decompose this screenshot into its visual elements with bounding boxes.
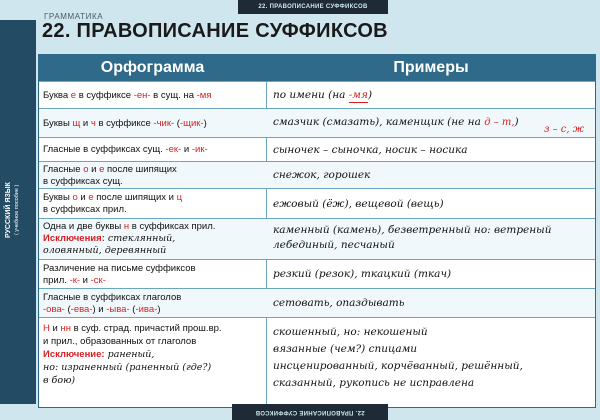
page-title: 22. ПРАВОПИСАНИЕ СУФФИКСОВ <box>42 20 388 42</box>
example-note: з – с, ж <box>544 124 585 135</box>
top-series-label: 22. ПРАВОПИСАНИЕ СУФФИКСОВ <box>238 0 388 14</box>
sidebar <box>0 20 36 404</box>
rule-text: Буквы щ и ч в суффиксе -чик- (-щик-) <box>43 118 207 129</box>
table-row <box>39 259 595 289</box>
sidebar-title: РУССКИЙ ЯЗЫК <box>5 182 12 238</box>
table-row <box>39 137 595 162</box>
table-row <box>39 288 595 318</box>
table-row <box>39 188 595 219</box>
rule-text: Н и нн в суф. страд. причастий прош.вр. и прил., образованных от глаголов Исключение: раненый, но: израненный (раненный (где?) в бою) <box>43 323 222 386</box>
section-label: ГРАММАТИКА <box>44 12 104 21</box>
example-text: сыночек – сыночка, носик – носика <box>273 144 468 156</box>
table-row <box>39 317 595 407</box>
example-text: снежок, горошек <box>273 169 371 181</box>
example-text: по имени (на -мя) <box>273 89 373 101</box>
rules-table <box>38 54 596 408</box>
rule-text: Буква е в суффиксе -ен- в сущ. на -мя <box>43 90 212 101</box>
table-row <box>39 161 595 189</box>
rule-text: Гласные в суффиксах сущ. -ек- и -ик- <box>43 144 208 155</box>
example-text: ежовый (ёж), вещевой (вещь) <box>273 198 444 210</box>
example-text: скошенный, но: некошеный вязанные (чем?) спицами инсценированный, корчёванный, решённый, сказанный, рукопись не исправлена <box>273 326 523 389</box>
rule-text: Одна и две буквы н в суффиксах прил. Исключения: стеклянный, оловянный, деревянный <box>43 221 216 256</box>
example-text: каменный (камень), безветренный но: ветреный лебединый, песчаный <box>273 224 552 251</box>
rule-text: Гласные в суффиксах глаголов -ова- (-ева-) и -ыва- (-ива-) <box>43 292 182 315</box>
example-text: смазчик (смазать), каменщик (не на д – т,) <box>273 116 519 128</box>
header-orthogram: Орфограмма <box>100 59 205 76</box>
table-header <box>39 55 595 81</box>
header-examples: Примеры <box>393 59 469 76</box>
example-text: резкий (резок), ткацкий (ткач) <box>273 268 452 280</box>
bottom-series-label: 22. ПРАВОПИСАНИЕ СУФФИКСОВ <box>232 404 388 420</box>
sidebar-text <box>4 160 32 260</box>
rule-text: Различение на письме суффиксов прил. -к- и -ск- <box>43 263 196 286</box>
sidebar-subtitle: ( учебное пособие ) <box>14 184 20 236</box>
rule-text: Гласные о и е после шипящих в суффиксах сущ. <box>43 164 177 187</box>
table-row <box>39 81 595 109</box>
table-row <box>39 218 595 260</box>
example-text: сетовать, опаздывать <box>273 297 405 309</box>
rule-text: Буквы о и е после шипящих и ц в суффиксах прил. <box>43 192 183 215</box>
table-row <box>39 108 595 138</box>
